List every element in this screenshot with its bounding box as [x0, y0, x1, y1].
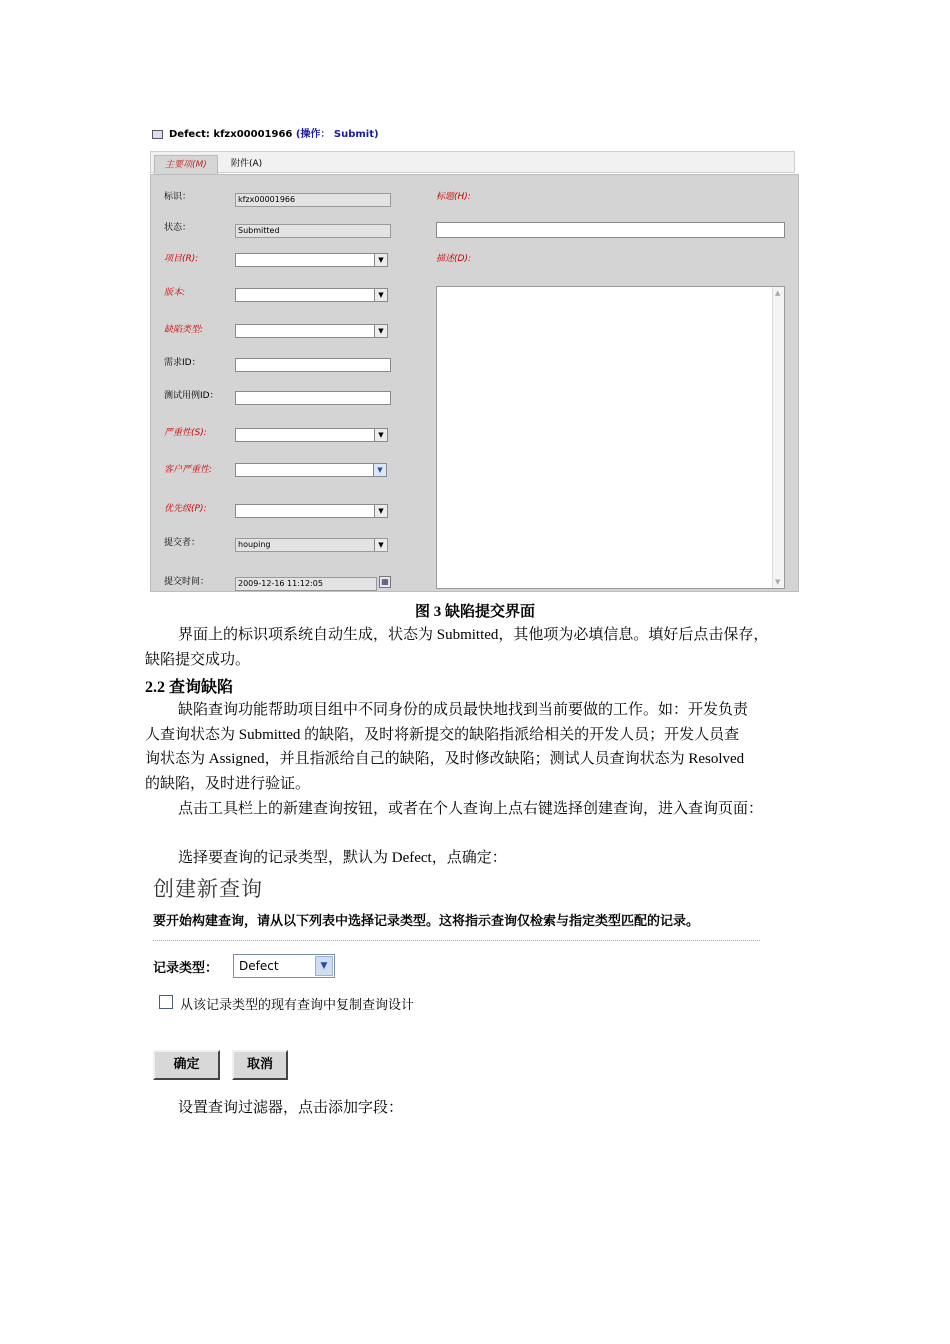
priority-select[interactable] — [235, 504, 388, 518]
paragraph-line: 缺陷提交成功。 — [145, 651, 251, 668]
project-label: 项目(R): — [164, 254, 199, 264]
severity-label: 严重性(S): — [164, 428, 207, 438]
dialog-title: 创建新查询 — [153, 877, 263, 901]
chevron-down-icon: ▼ — [374, 539, 387, 551]
chevron-down-icon: ▼ — [373, 464, 386, 476]
state-field: Submitted — [235, 224, 391, 238]
scrollbar[interactable] — [772, 287, 784, 588]
window-title — [152, 125, 379, 140]
paragraph-line: 设置查询过滤器，点击添加字段： — [178, 1100, 404, 1116]
form-panel — [150, 174, 799, 592]
cancel-button[interactable]: 取消 — [232, 1050, 288, 1080]
record-type-text: Defect: — [169, 129, 210, 140]
priority-label: 优先级(P): — [164, 504, 207, 514]
form-icon — [152, 130, 163, 139]
paragraph-5 — [145, 1096, 815, 1121]
project-select[interactable] — [235, 253, 388, 267]
paragraph-line: 界面上的标识项系统自动生成，状态为 Submitted，其他项为必填信息。填好后点击保存， — [178, 627, 769, 643]
description-textarea[interactable] — [436, 286, 785, 589]
dialog-instruction: 要开始构建查询，请从以下列表中选择记录类型。这将指示查询仅检索与指定类型匹配的记录。 — [153, 914, 700, 929]
operation-text: (操作： Submit) — [295, 129, 379, 140]
id-label: 标识： — [164, 192, 192, 202]
customer-severity-select[interactable] — [235, 463, 387, 477]
paragraph-4 — [145, 846, 815, 871]
copy-design-checkbox[interactable] — [159, 995, 173, 1009]
paragraph-line: 选择要查询的记录类型，默认为 Defect，点确定： — [178, 850, 507, 866]
version-select[interactable] — [235, 288, 388, 302]
record-id-text: kfzx00001966 — [213, 129, 293, 140]
submit-time-field: 2009-12-16 11:12:05 — [235, 577, 377, 591]
title-label: 标题(H): — [436, 192, 471, 202]
customer-severity-label: 客户严重性: — [164, 465, 213, 475]
paragraph-line: 的缺陷，及时进行验证。 — [145, 775, 311, 792]
submitter-label: 提交者： — [164, 538, 201, 548]
paragraph-line: 缺陷查询功能帮助项目组中不同身份的成员最快地找到当前要做的工作。如：开发负责 — [178, 702, 749, 718]
tab-bar — [150, 151, 795, 173]
paragraph-line: 询状态为 Assigned，并且指派给自己的缺陷，及时修改缺陷；测试人员查询状态为 Resolved — [145, 751, 745, 767]
ok-button[interactable]: 确定 — [153, 1050, 220, 1080]
version-label: 版本: — [164, 288, 186, 298]
scroll-down-icon: ▼ — [775, 578, 781, 586]
divider — [153, 940, 760, 941]
chevron-down-icon: ▼ — [374, 325, 387, 337]
defect-type-select[interactable] — [235, 324, 388, 338]
section-heading: 2.2 查询缺陷 — [145, 679, 234, 696]
copy-design-label: 从该记录类型的现有查询中复制查询设计 — [180, 998, 415, 1013]
defect-submit-screenshot — [145, 117, 805, 593]
tab-attachments[interactable]: 附件(A) — [231, 159, 263, 169]
defect-type-label: 缺陷类型: — [164, 325, 204, 335]
paragraph-line: 点击工具栏上的新建查询按钮，或者在个人查询上点右键选择创建查询，进入查询页面： — [178, 801, 764, 817]
state-label: 状态： — [164, 223, 192, 233]
test-case-input[interactable] — [235, 391, 391, 405]
chevron-down-icon: ▼ — [374, 429, 387, 441]
calendar-icon[interactable]: ▦ — [379, 576, 391, 588]
severity-select[interactable] — [235, 428, 388, 442]
paragraph-line: 人查询状态为 Submitted 的缺陷，及时将新提交的缺陷指派给相关的开发人员；开发人员查 — [145, 726, 740, 743]
chevron-down-icon: ▼ — [374, 289, 387, 301]
paragraph-3 — [145, 797, 815, 822]
id-field: kfzx00001966 — [235, 193, 391, 207]
chevron-down-icon: ▼ — [315, 956, 333, 976]
title-input[interactable] — [436, 222, 785, 238]
record-type-select[interactable] — [233, 954, 335, 978]
submitter-value: houping — [238, 540, 271, 549]
record-type-value: Defect — [239, 959, 279, 973]
figure-caption: 图 3 缺陷提交界面 — [414, 604, 535, 620]
req-id-input[interactable] — [235, 358, 391, 372]
req-id-label: 需求ID： — [164, 358, 201, 368]
record-type-label: 记录类型： — [153, 961, 219, 976]
tab-main[interactable]: 主要项(M) — [154, 155, 218, 174]
submitter-select[interactable] — [235, 538, 388, 552]
chevron-down-icon: ▼ — [374, 254, 387, 266]
paragraph-1 — [145, 623, 815, 672]
paragraph-2 — [145, 698, 815, 796]
chevron-down-icon: ▼ — [374, 505, 387, 517]
submit-time-label: 提交时间： — [164, 577, 210, 587]
scroll-up-icon: ▲ — [775, 289, 781, 297]
test-case-label: 测试用例ID： — [164, 391, 219, 401]
description-label: 描述(D): — [436, 254, 471, 264]
